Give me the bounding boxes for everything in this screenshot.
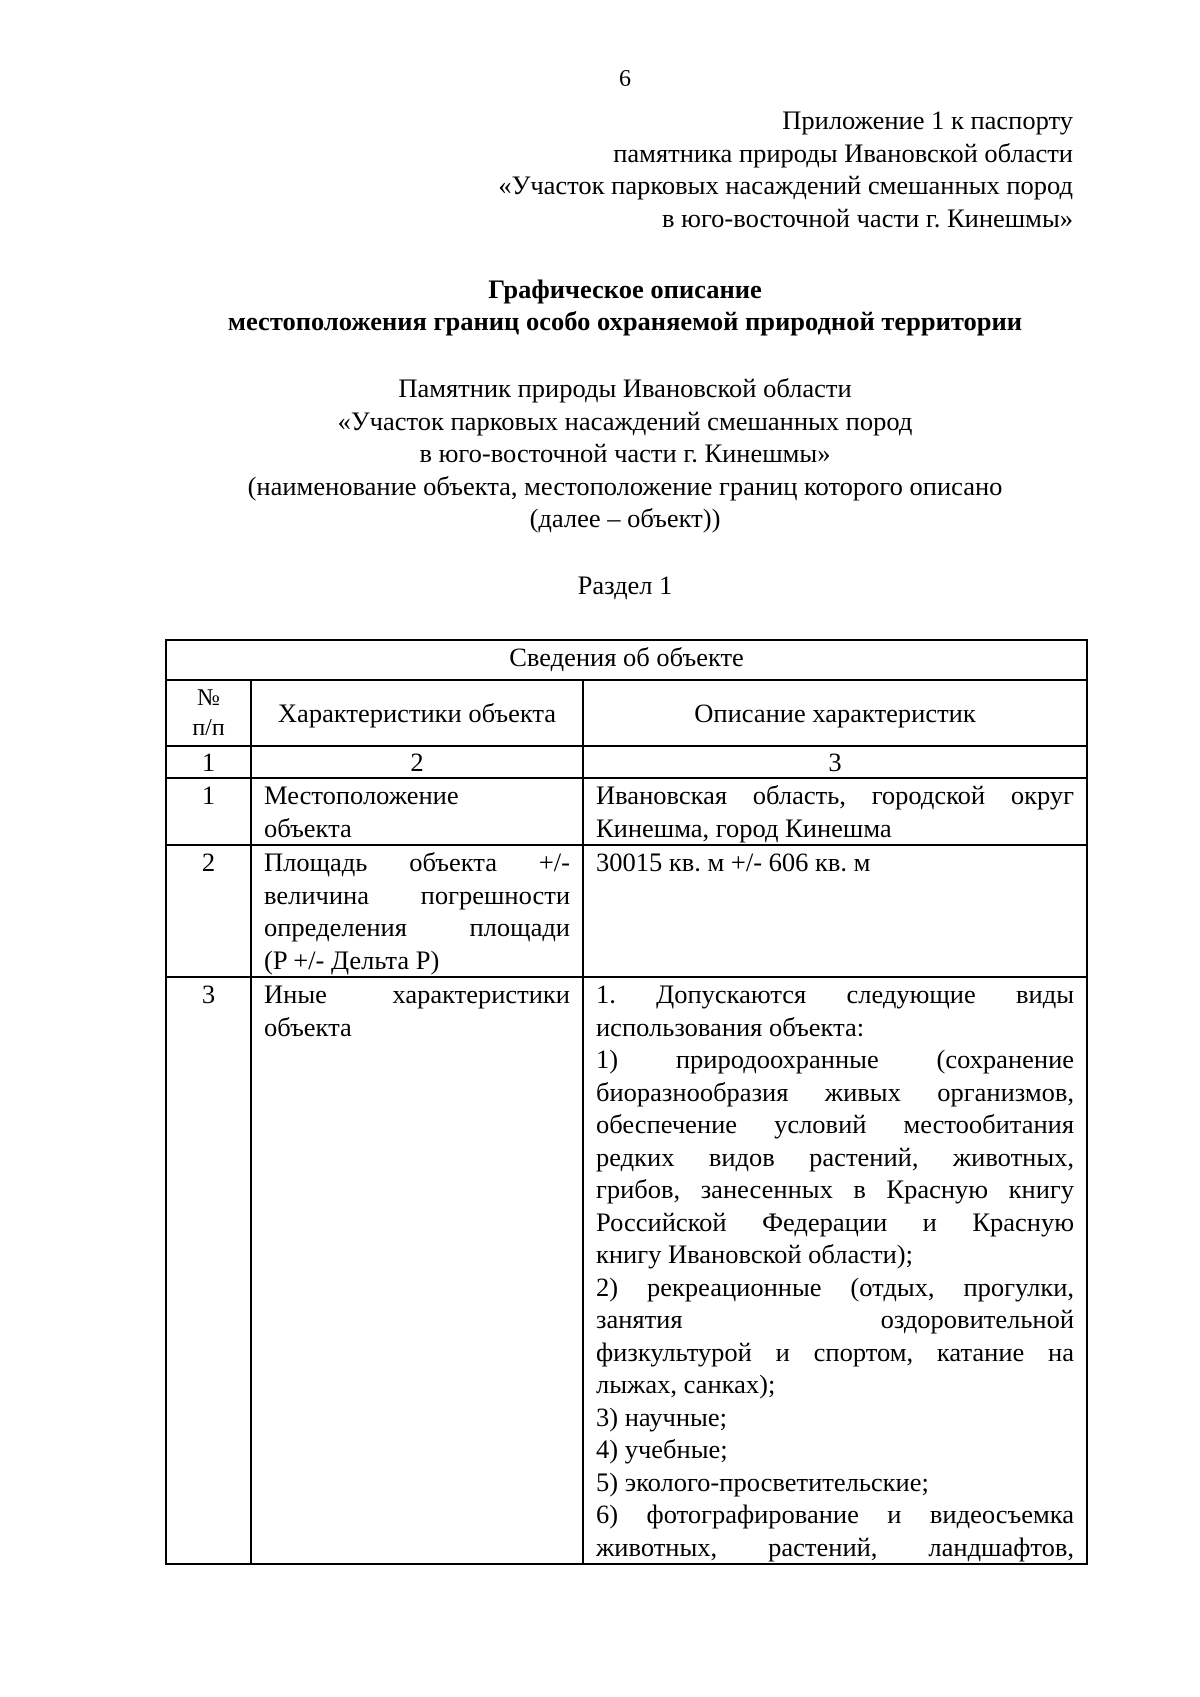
object-name-line: (далее – объект)) (529, 503, 721, 533)
description-line: Ивановская область, городской округ (596, 780, 1075, 810)
row-number: 1 (166, 778, 251, 845)
object-name-line: Памятник природы Ивановской области (398, 373, 852, 403)
description-line: 6) фотографирование и видеосъемка (596, 1499, 1075, 1529)
appendix-reference (498, 104, 1073, 234)
characteristic-line: (P +/- Дельта P) (264, 944, 440, 975)
appendix-line: памятника природы Ивановской области (613, 137, 1073, 168)
description-line: книгу Ивановской области); (596, 1239, 913, 1269)
appendix-line: Приложение 1 к паспорту (782, 105, 1073, 135)
index-cell: 1 (166, 746, 251, 778)
table-header-row (166, 680, 1087, 746)
characteristic-line: Местоположение (264, 780, 459, 810)
description-line: использования объекта: (596, 1011, 865, 1042)
row-description (583, 977, 1087, 1564)
row-description (583, 845, 1087, 977)
table-caption: Сведения об объекте (166, 640, 1087, 680)
appendix-line: в юго-восточной части г. Кинешмы» (662, 202, 1073, 233)
object-name (0, 372, 1200, 535)
object-name-line: «Участок парковых насаждений смешанных пород (337, 405, 913, 436)
appendix-line: «Участок парковых насаждений смешанных пород (498, 170, 1073, 200)
header-number-symbol: № (197, 685, 220, 711)
header-number-abbr: п/п (192, 715, 225, 741)
table-row (166, 778, 1087, 845)
description-line: 2) рекреационные (отдых, прогулки, (596, 1271, 1075, 1302)
description-line: обеспечение условий местообитания (596, 1109, 1075, 1139)
description-line: биоразнообразия живых организмов, (596, 1076, 1075, 1107)
page-number: 6 (619, 66, 631, 92)
table-row (166, 977, 1087, 1564)
description-line: Кинешма, город Кинешма (596, 812, 892, 843)
row-number: 3 (166, 977, 251, 1564)
characteristic-line: Площадь объекта +/- (264, 847, 570, 877)
index-cell: 3 (583, 746, 1087, 778)
object-info-table (165, 639, 1088, 1565)
row-characteristic (251, 977, 583, 1564)
section-heading: Раздел 1 (577, 570, 673, 600)
description-line: Российской Федерации и Красную (596, 1206, 1075, 1237)
object-name-line: в юго-восточной части г. Кинешмы» (419, 438, 831, 468)
title-line: местоположения границ особо охраняемой природной территории (227, 306, 1023, 336)
title-line: Графическое описание (488, 274, 762, 304)
characteristic-line: объекта (264, 812, 352, 843)
row-description (583, 778, 1087, 845)
description-line: грибов, занесенных в Красную книгу (596, 1174, 1075, 1204)
document-title (0, 273, 1200, 337)
object-name-line: (наименование объекта, местоположение границ которого описано (247, 470, 1003, 501)
description-line: физкультурой и спортом, катание на (596, 1336, 1075, 1367)
table-index-row (166, 746, 1087, 778)
description-line: занятия оздоровительной (596, 1304, 1075, 1334)
description-line: 30015 кв. м +/- 606 кв. м (596, 847, 871, 877)
description-line: редких видов растений, животных, (596, 1141, 1075, 1172)
header-number (166, 680, 251, 746)
description-line: 1. Допускаются следующие виды (596, 979, 1075, 1009)
characteristic-line: величина погрешности (264, 879, 570, 910)
index-cell: 2 (251, 746, 583, 778)
description-line: 1) природоохранные (сохранение (596, 1044, 1075, 1074)
header-characteristics: Характеристики объекта (251, 680, 583, 746)
description-line: 3) научные; (596, 1401, 727, 1432)
characteristic-line: объекта (264, 1011, 352, 1042)
characteristic-line: определения площади (264, 912, 570, 942)
row-number: 2 (166, 845, 251, 977)
description-line: 5) эколого-просветительские; (596, 1466, 929, 1497)
row-characteristic (251, 845, 583, 977)
table-row (166, 845, 1087, 977)
header-description: Описание характеристик (583, 680, 1087, 746)
row-characteristic (251, 778, 583, 845)
characteristic-line: Иные характеристики (264, 979, 570, 1009)
description-line: лыжах, санках); (596, 1369, 776, 1399)
description-line: 4) учебные; (596, 1434, 728, 1464)
description-line: животных, растений, ландшафтов, (596, 1531, 1075, 1562)
table-caption-row (166, 640, 1087, 680)
